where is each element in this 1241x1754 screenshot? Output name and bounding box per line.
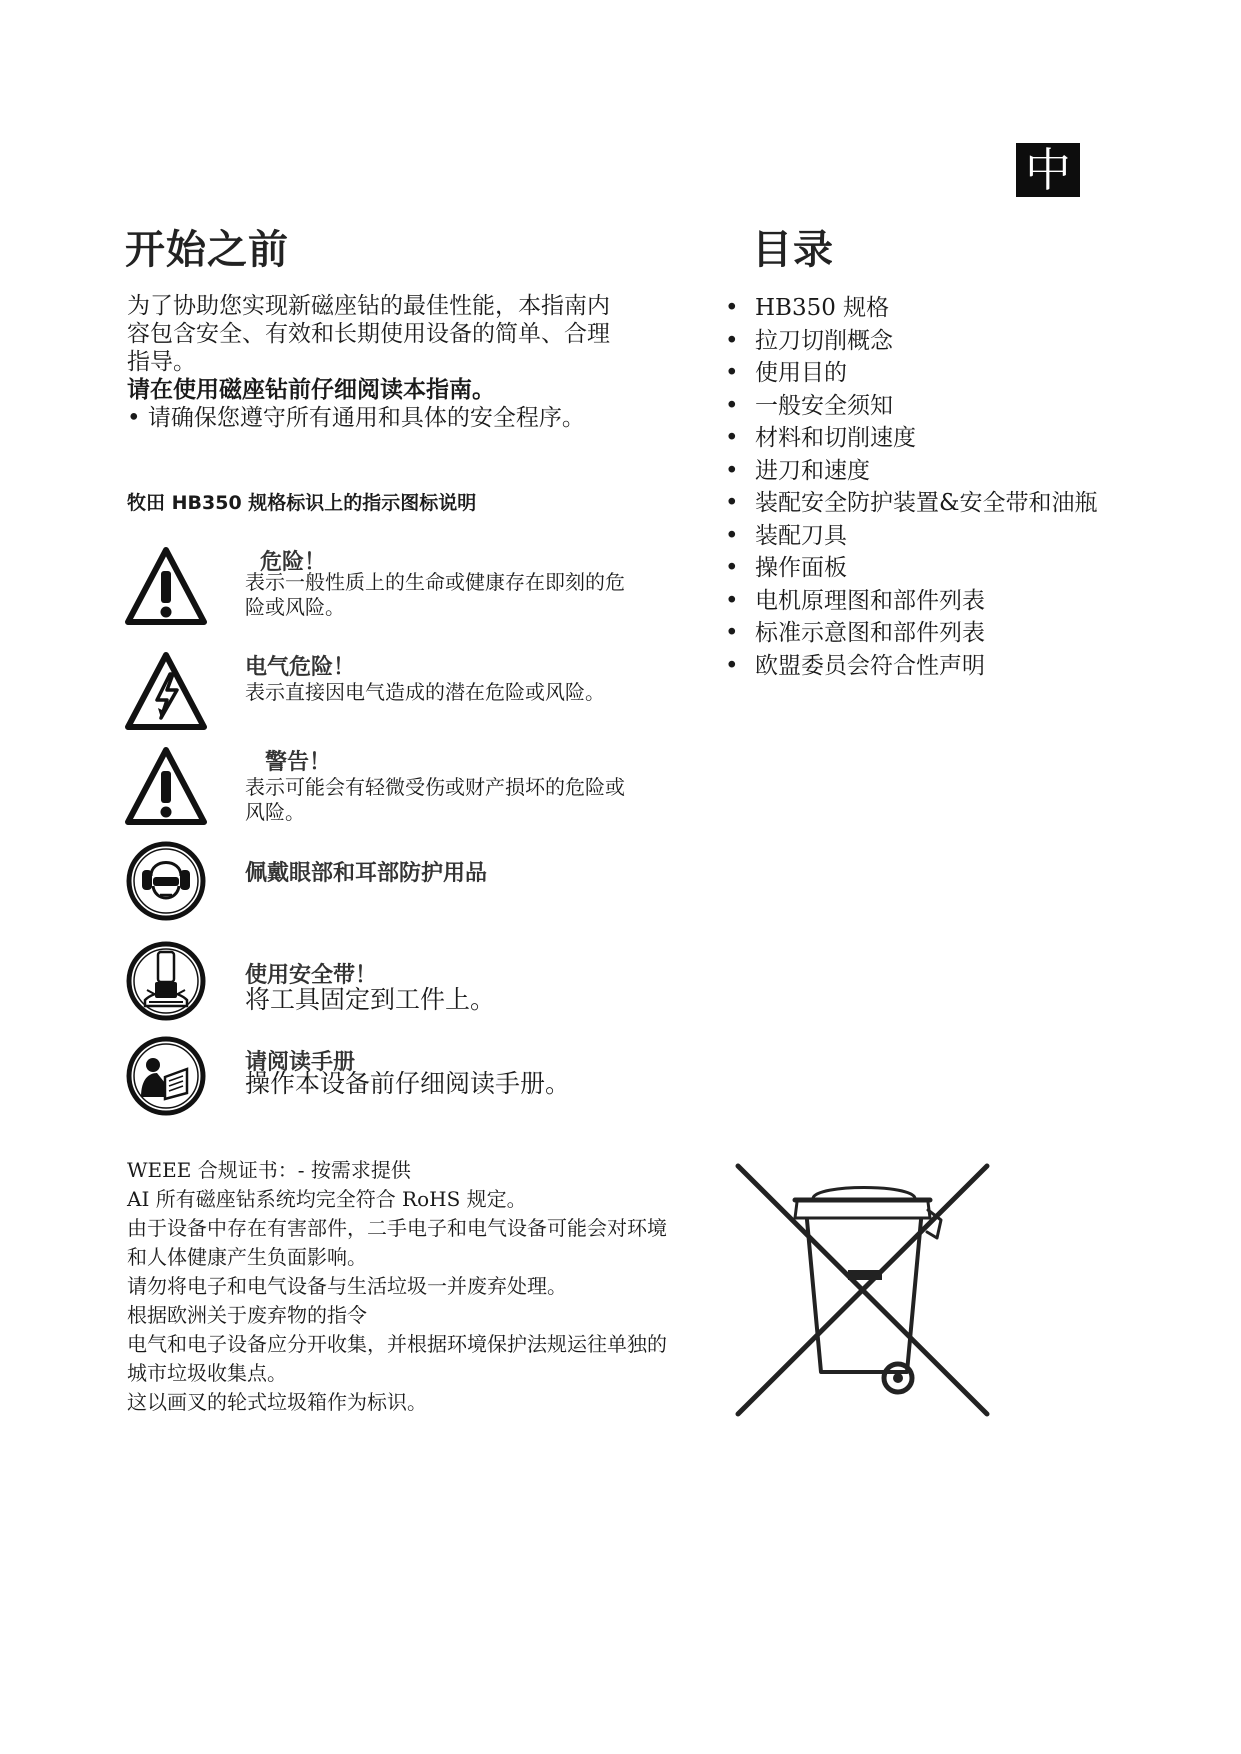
symbol-description: 操作本设备前仔细阅读手册。	[245, 1069, 571, 1098]
electric-hazard-icon	[125, 650, 207, 732]
table-of-contents	[725, 292, 1185, 682]
symbols-section-title: 牧田 HB350 规格标识上的指示图标说明	[127, 492, 477, 514]
weee-line: 请勿将电子和电气设备与生活垃圾一并废弃处理。	[127, 1274, 567, 1298]
weee-compliance-text	[127, 1156, 667, 1417]
symbol-description: 表示可能会有轻微受伤或财产损坏的危险或风险。	[245, 775, 625, 824]
toc-item[interactable]: • HB350 规格	[725, 295, 890, 321]
symbol-read-manual	[125, 1035, 645, 1125]
toc-item[interactable]: • 进刀和速度	[725, 457, 870, 484]
intro-text	[127, 292, 627, 432]
toc-item[interactable]: • 电机原理图和部件列表	[725, 587, 985, 614]
symbol-description: 将工具固定到工件上。	[245, 985, 496, 1014]
toc-item[interactable]: • 装配刀具	[725, 522, 847, 549]
intro-read-notice: 请在使用磁座钻前仔细阅读本指南。	[127, 377, 495, 403]
symbol-title: 危险！	[260, 550, 327, 575]
read-manual-icon	[125, 1035, 207, 1117]
weee-line: WEEE 合规证书：- 按需求提供	[127, 1158, 411, 1182]
symbol-electrical-danger	[125, 650, 645, 740]
caution-triangle-icon	[125, 745, 207, 827]
symbol-caution	[125, 745, 645, 835]
symbol-eye-ear-protection	[125, 840, 645, 930]
language-badge: 中	[1016, 143, 1080, 197]
toc-item[interactable]: • 一般安全须知	[725, 392, 893, 419]
symbol-description: 表示一般性质上的生命或健康存在即刻的危险或风险。	[245, 570, 625, 619]
before-you-start-heading: 开始之前	[125, 227, 289, 273]
symbol-title: 使用安全带！	[245, 963, 378, 988]
contents-heading: 目录	[752, 227, 834, 273]
intro-paragraph: 为了协助您实现新磁座钻的最佳性能，本指南内容包含安全、有效和长期使用设备的简单、合理指导。	[127, 293, 610, 375]
symbol-safety-strap	[125, 940, 645, 1030]
weee-line: 由于设备中存在有害部件，二手电子和电气设备可能会对环境和人体健康产生负面影响。	[127, 1216, 667, 1269]
toc-item[interactable]: • 欧盟委员会符合性声明	[725, 652, 985, 679]
symbol-title: 佩戴眼部和耳部防护用品	[245, 861, 488, 886]
weee-line: 电气和电子设备应分开收集，并根据环境保护法规运往单独的城市垃圾收集点。	[127, 1332, 667, 1385]
symbol-description: 表示直接因电气造成的潜在危险或风险。	[245, 680, 605, 704]
toc-item[interactable]: • 装配安全防护装置&安全带和油瓶	[725, 490, 1098, 516]
eye-ear-protection-icon	[125, 840, 207, 922]
symbol-title: 电气危险！	[245, 655, 356, 680]
safety-strap-icon	[125, 940, 207, 1022]
warning-triangle-icon	[125, 545, 207, 627]
weee-line: 根据欧洲关于废弃物的指令	[127, 1303, 367, 1327]
crossed-out-wheelie-bin-icon	[735, 1160, 990, 1420]
toc-item[interactable]: • 操作面板	[725, 555, 847, 581]
weee-line: AI 所有磁座钻系统均完全符合 RoHS 规定。	[127, 1187, 527, 1211]
symbol-title: 警告！	[265, 750, 332, 775]
toc-item[interactable]: • 拉刀切削概念	[725, 327, 893, 354]
toc-item[interactable]: • 使用目的	[725, 360, 847, 386]
weee-line: 这以画叉的轮式垃圾箱作为标识。	[127, 1390, 427, 1414]
symbol-title: 请阅读手册	[245, 1050, 356, 1075]
symbol-danger	[125, 545, 645, 635]
intro-safety-bullet: • 请确保您遵守所有通用和具体的安全程序。	[127, 405, 585, 431]
toc-item[interactable]: • 标准示意图和部件列表	[725, 620, 985, 646]
toc-item[interactable]: • 材料和切削速度	[725, 425, 916, 451]
